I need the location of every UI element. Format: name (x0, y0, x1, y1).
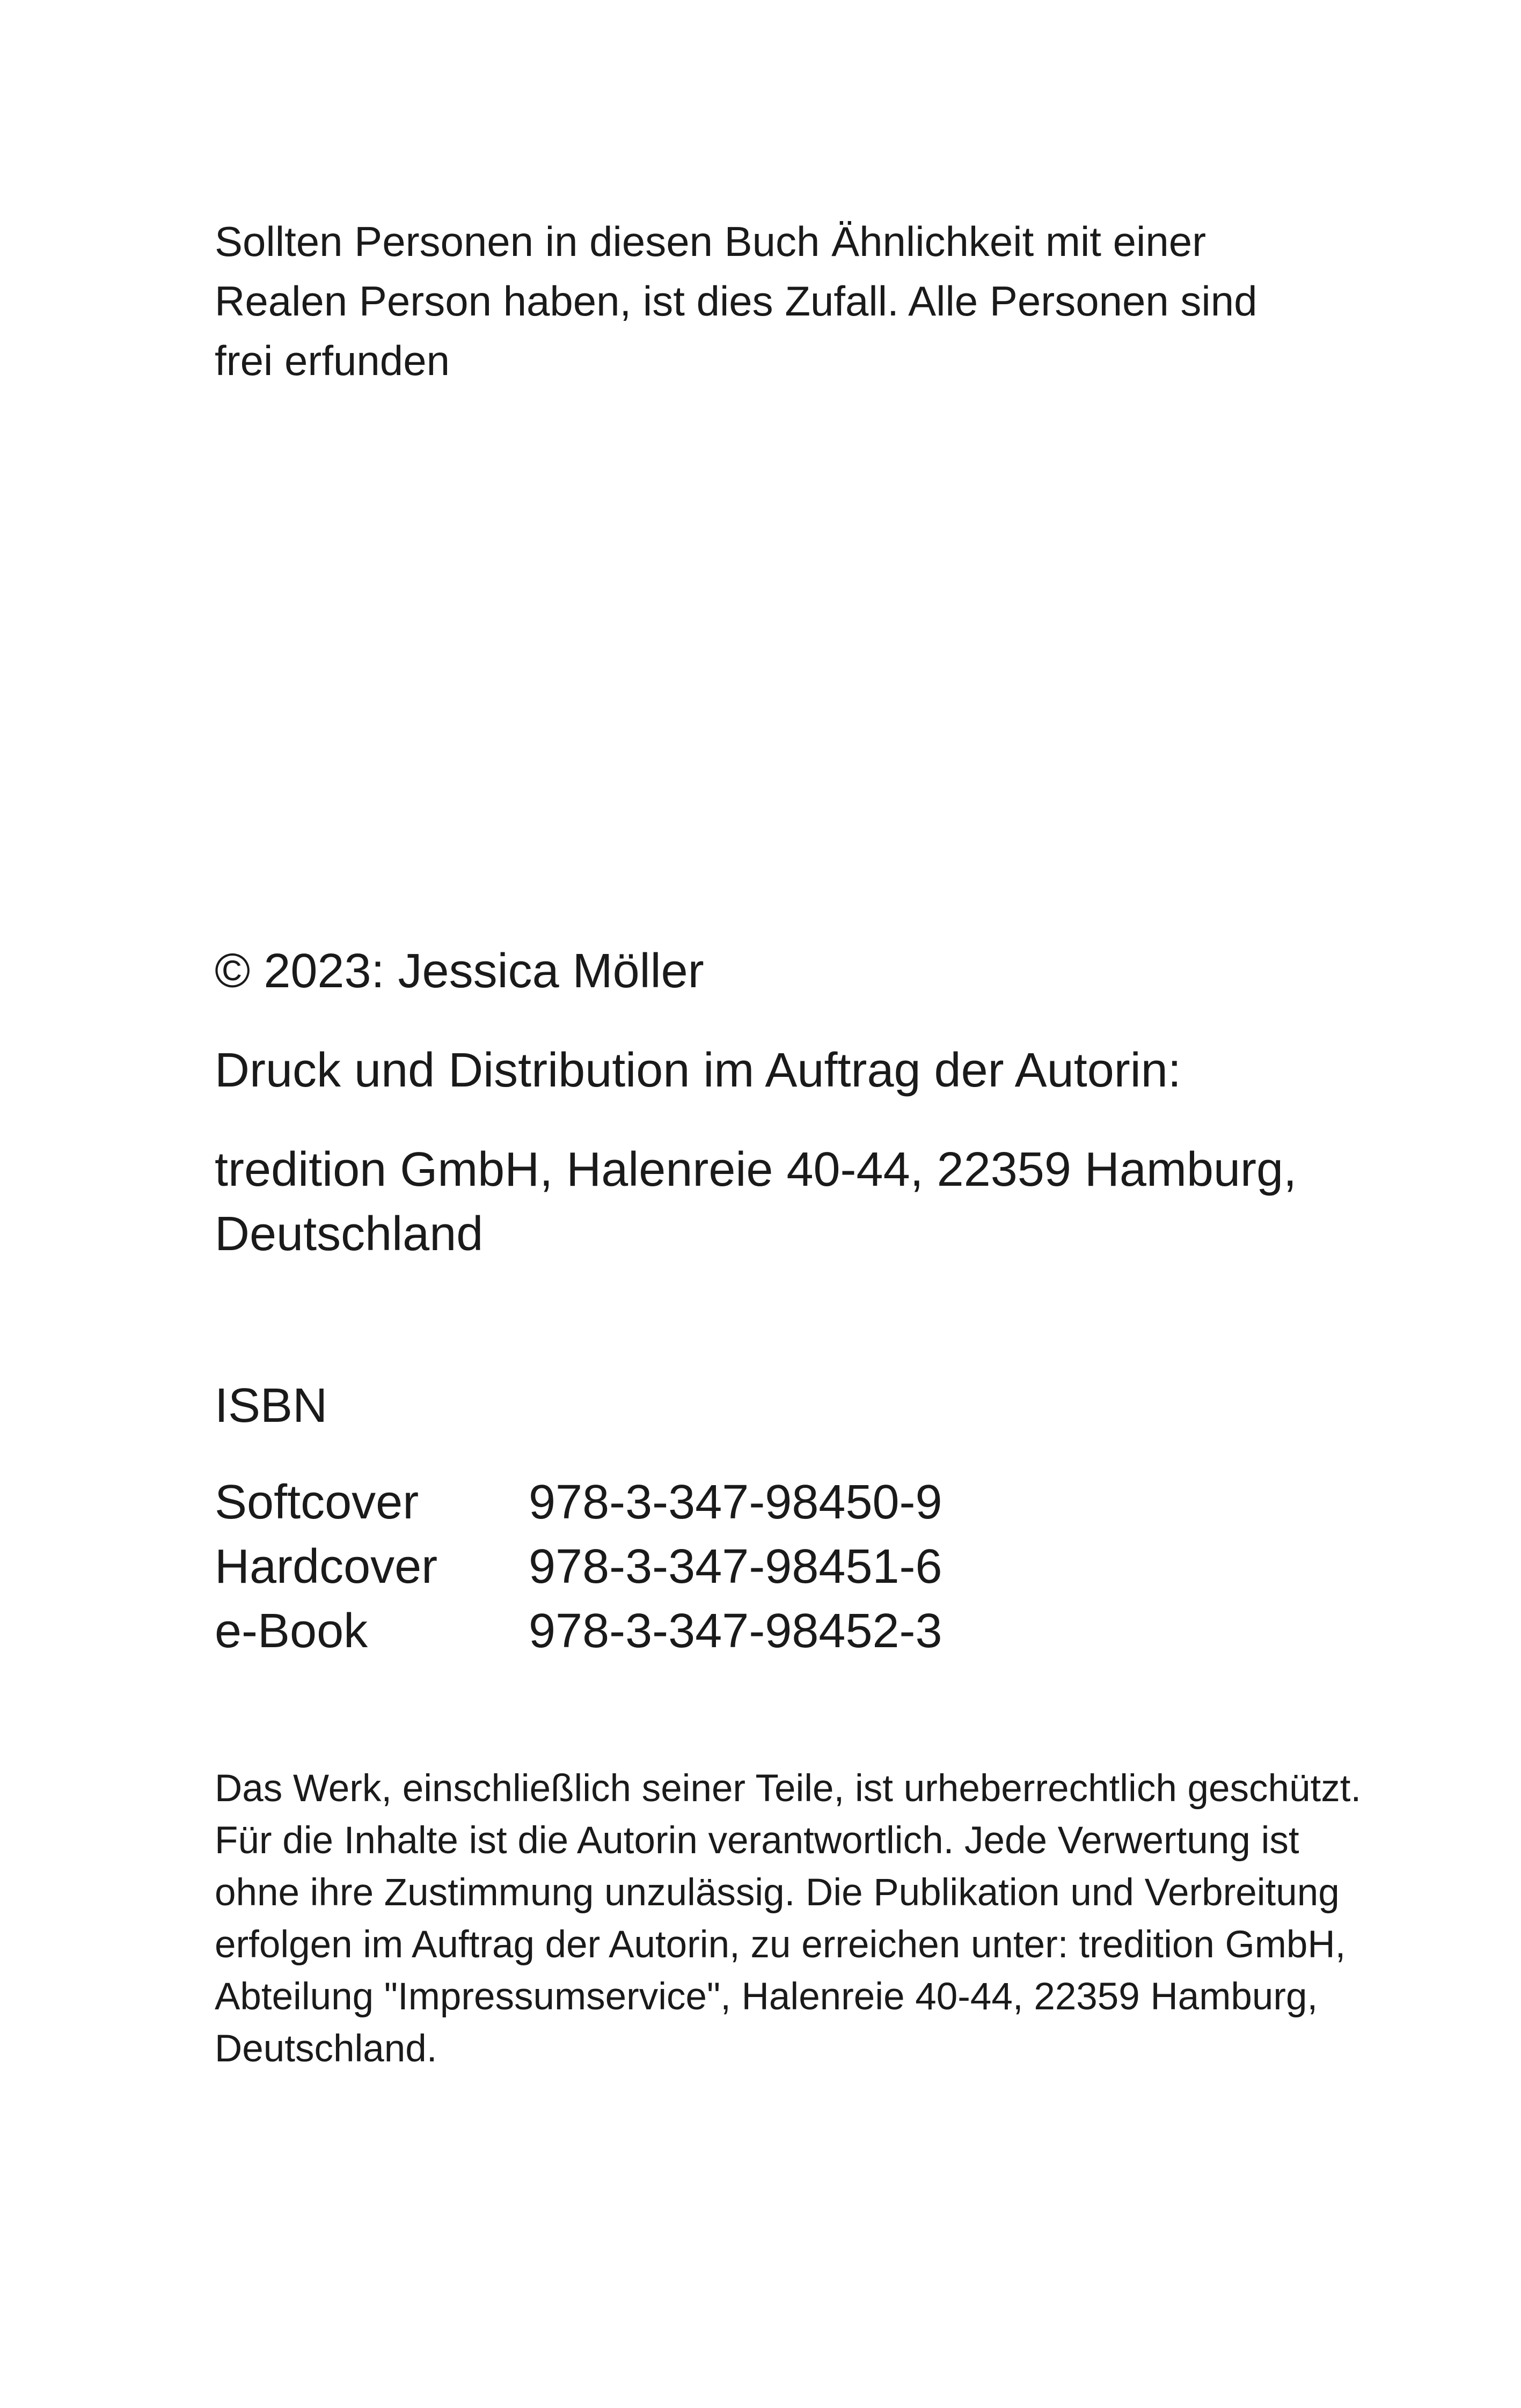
legal-notice: Das Werk, einschließlich seiner Teile, ist urheberrechtlich geschützt. Für die Inhalte ist die Autorin verantwortlich. Jede Verwertung ist ohne ihre Zustimmung unzulässig. Die Publikation und Verbreitung erfolgen im Auftrag der Autorin, zu erreichen unter: tredition GmbH, Abteilung "Impressumservice", Halenreie 40-44, 22359 Hamburg, Deutschland. (215, 1767, 1362, 2070)
isbn-row-hardcover (215, 1535, 942, 1599)
isbn-number: 978-3-347-98450-9 (529, 1475, 942, 1529)
isbn-format: e-Book (215, 1604, 368, 1658)
disclaimer-text: Sollten Personen in diesen Buch Ähnlichkeit mit einer Realen Person haben, ist dies Zufall. Alle Personen sind frei erfunden (215, 218, 1257, 384)
isbn-table (215, 1470, 942, 1663)
publisher-address: tredition GmbH, Halenreie 40-44, 22359 Hamburg, Deutschland (215, 1143, 1297, 1261)
isbn-format: Softcover (215, 1475, 419, 1529)
printing-notice: Druck und Distribution im Auftrag der Autorin: (215, 1044, 1181, 1097)
isbn-row-ebook (215, 1599, 942, 1663)
isbn-heading: ISBN (215, 1379, 328, 1433)
isbn-format: Hardcover (215, 1540, 438, 1594)
copyright-line: © 2023: Jessica Möller (215, 944, 704, 998)
isbn-number: 978-3-347-98451-6 (529, 1540, 942, 1594)
isbn-row-softcover (215, 1470, 942, 1535)
isbn-number: 978-3-347-98452-3 (529, 1604, 942, 1658)
